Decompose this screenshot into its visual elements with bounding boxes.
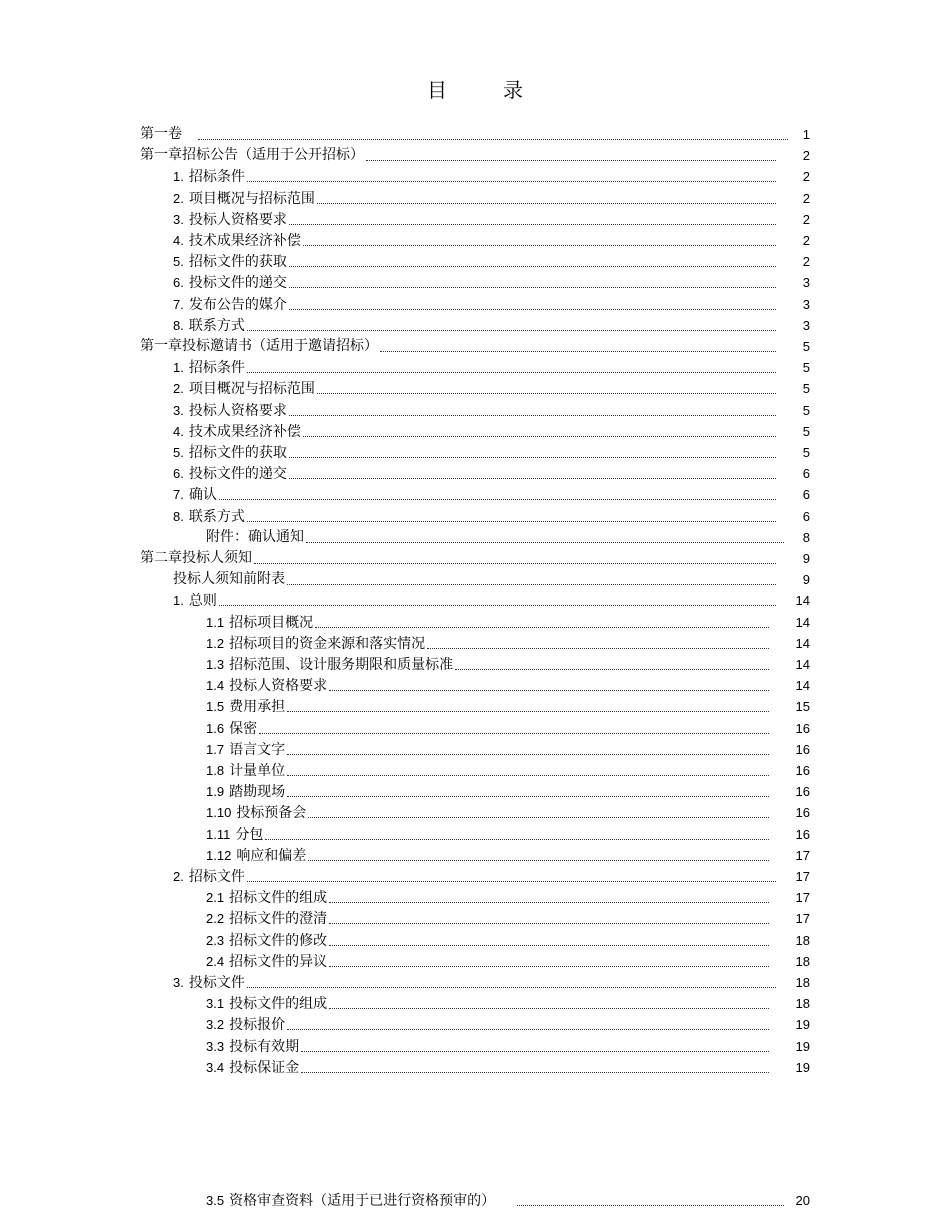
toc-entry[interactable] (173, 442, 810, 463)
toc-entry-title: 第一章招标公告（适用于公开招标） (140, 147, 364, 164)
toc-entry-page: 5 (802, 381, 810, 397)
toc-leader (265, 838, 769, 840)
toc-entry[interactable] (173, 251, 810, 272)
toc-entry[interactable] (140, 336, 810, 357)
toc-leader (287, 774, 769, 776)
toc-entry-page: 17 (795, 890, 810, 906)
toc-entry-title: 资格审查资料（适用于已进行资格预审的） (229, 1193, 496, 1209)
toc-entry[interactable] (206, 930, 810, 951)
toc-entry-number: 3.3 (206, 1038, 225, 1054)
toc-entry[interactable] (206, 781, 810, 802)
toc-entry-number: 1.6 (206, 720, 225, 736)
toc-entry-page: 8 (802, 529, 810, 545)
toc-entry-page: 2 (802, 190, 810, 206)
toc-leader (247, 986, 776, 988)
toc-entry-title: 第二章投标人须知 (140, 550, 252, 566)
toc-entry-number: 8. (173, 317, 184, 333)
toc-entry-page: 5 (802, 423, 810, 439)
toc-entry-page: 2 (802, 254, 810, 270)
toc-entry[interactable] (173, 378, 810, 399)
toc-entry[interactable] (206, 675, 810, 696)
toc-entry[interactable] (173, 188, 810, 209)
toc-entry-title: 附件：确认通知 (206, 528, 304, 545)
toc-entry-number: 2. (173, 190, 184, 206)
toc-entry-number: 3.1 (206, 996, 225, 1012)
toc-leader (301, 1071, 769, 1073)
toc-entry[interactable] (173, 315, 810, 336)
toc-entry-number: 1.7 (206, 741, 225, 757)
toc-entry-title: 招标文件的异议 (229, 953, 328, 970)
toc-entry[interactable] (140, 548, 810, 569)
toc-entry-number: 5. (173, 254, 184, 270)
toc-entry[interactable] (206, 654, 810, 675)
toc-entry-page: 3 (802, 296, 810, 312)
toc-leader (247, 329, 776, 331)
toc-entry-title: 招标文件的澄清 (229, 911, 328, 928)
toc-entry-number: 7. (173, 296, 184, 312)
toc-entry[interactable] (173, 294, 810, 315)
toc-leader (247, 880, 776, 882)
toc-entry-title: 第一章投标邀请书（适用于邀请招标） (140, 338, 378, 354)
toc-entry[interactable] (173, 484, 810, 505)
toc-entry-page: 9 (802, 551, 810, 566)
toc-entry[interactable] (173, 166, 810, 187)
toc-leader (289, 223, 776, 225)
toc-entry-page: 18 (795, 975, 810, 990)
toc-entry-page: 1 (802, 127, 810, 142)
toc-entry[interactable] (173, 463, 810, 484)
toc-entry-title: 招标项目的资金来源和落实情况 (229, 635, 426, 652)
toc-entry-number: 5. (173, 445, 184, 460)
toc-leader (329, 689, 769, 691)
toc-entry-title: 招标文件的组成 (229, 890, 328, 907)
toc-entry-number: 1.2 (206, 635, 225, 651)
toc-entry-number: 2. (173, 869, 184, 884)
toc-leader (455, 668, 769, 670)
toc-entry-footer[interactable] (206, 1190, 810, 1211)
toc-leader (287, 583, 776, 585)
toc-entry[interactable] (206, 887, 810, 908)
toc-leader (517, 1204, 784, 1206)
toc-entry-title: 技术成果经济补偿 (188, 423, 301, 440)
toc-leader (287, 710, 769, 712)
toc-leader (289, 456, 776, 458)
toc-entry-number: 7. (173, 487, 184, 503)
toc-entry-number: 3. (173, 402, 184, 418)
toc-entry-page: 18 (795, 996, 810, 1012)
toc-leader (289, 286, 776, 288)
toc-leader (289, 414, 776, 416)
toc-leader (315, 626, 769, 628)
toc-entry-title: 联系方式 (188, 508, 245, 525)
toc-entry-title: 语言文字 (229, 741, 286, 758)
toc-entry-title: 总则 (188, 593, 217, 610)
toc-entry-title: 保密 (229, 720, 258, 737)
toc-entry-title: 招标范围、设计服务期限和质量标准 (229, 657, 454, 673)
toc-entry-page: 2 (802, 233, 810, 248)
toc-entry[interactable] (206, 612, 810, 633)
toc-entry-title: 发布公告的媒介 (188, 296, 287, 313)
toc-entry-page: 17 (795, 847, 810, 863)
toc-entry-number: 8. (173, 508, 184, 524)
toc-entry-title: 投标预备会 (236, 805, 307, 822)
toc-entry-page: 2 (802, 148, 810, 164)
toc-leader (303, 435, 776, 437)
toc-entry[interactable] (173, 569, 810, 590)
toc-entry-number: 3.4 (206, 1059, 225, 1075)
toc-entry-title: 投标人资格要求 (188, 211, 287, 228)
toc-entry[interactable] (140, 145, 810, 166)
toc-entry[interactable] (206, 908, 810, 929)
toc-entry-page: 6 (802, 466, 810, 482)
toc-entry-number: 1. (173, 360, 184, 376)
toc-entry-number: 4. (173, 233, 184, 248)
toc-entry[interactable] (206, 760, 810, 781)
toc-entry-number: 1.1 (206, 614, 225, 630)
toc-entry-title: 招标项目概况 (229, 614, 314, 631)
toc-entry-number: 4. (173, 423, 184, 439)
toc-entry-title: 技术成果经济补偿 (188, 233, 301, 249)
toc-entry-title: 费用承担 (229, 699, 286, 716)
toc-leader (289, 265, 776, 267)
toc-leader (301, 1050, 769, 1052)
toc-entry-title: 投标有效期 (229, 1038, 300, 1055)
toc-entry-page: 5 (802, 360, 810, 376)
toc-leader (306, 541, 784, 543)
toc-entry-title: 第一卷 (140, 126, 182, 142)
toc-entry-number: 3.2 (206, 1017, 225, 1033)
toc-entry-page: 2 (802, 211, 810, 227)
toc-entry-page: 14 (795, 593, 810, 609)
toc-entry-title: 联系方式 (188, 317, 245, 334)
toc-leader (303, 244, 776, 246)
toc-entry-number: 2.1 (206, 890, 225, 906)
toc-entry-page: 19 (795, 1017, 810, 1033)
toc-entry-title: 计量单位 (229, 763, 286, 779)
toc-entry-title: 招标条件 (188, 360, 245, 377)
toc-entry-title: 投标保证金 (229, 1059, 300, 1076)
toc-leader (247, 180, 776, 182)
toc-entry-number: 2. (173, 381, 184, 397)
toc-entry-page: 5 (802, 402, 810, 418)
toc-entry-title: 投标文件 (188, 975, 245, 991)
toc-entry-page: 19 (795, 1059, 810, 1075)
toc-entry[interactable] (206, 845, 810, 866)
toc-leader (287, 795, 769, 797)
toc-entry-page: 16 (795, 763, 810, 778)
toc-entry[interactable] (206, 951, 810, 972)
toc-entry-page: 2 (802, 169, 810, 185)
toc-entry[interactable] (173, 209, 810, 230)
toc-entry-page: 19 (795, 1038, 810, 1054)
toc-entry[interactable] (173, 272, 810, 293)
toc-entry-page: 16 (795, 784, 810, 800)
toc-entry-page: 15 (795, 699, 810, 715)
toc-entry-title: 投标人资格要求 (229, 678, 328, 695)
toc-leader (329, 901, 769, 903)
toc-entry-page: 3 (802, 275, 810, 291)
toc-entry-page: 5 (802, 339, 810, 354)
toc-entry[interactable] (206, 696, 810, 717)
toc-entry-number: 6. (173, 466, 184, 482)
toc-entry-number: 1.5 (206, 699, 225, 715)
toc-entry-number: 1.10 (206, 805, 232, 821)
toc-leader (247, 520, 776, 522)
toc-leader (254, 562, 776, 564)
toc-leader (366, 159, 776, 161)
toc-entry[interactable] (206, 718, 810, 739)
toc-leader (308, 816, 769, 818)
toc-leader (289, 308, 776, 310)
toc-entry-title: 踏勘现场 (229, 784, 286, 801)
toc-entry-title: 投标文件的组成 (229, 996, 328, 1013)
toc-entry[interactable] (206, 527, 810, 548)
toc-leader (247, 371, 776, 373)
toc-entry-page: 6 (802, 508, 810, 524)
toc-entry-title: 分包 (235, 826, 264, 843)
toc-entry-page: 20 (795, 1193, 810, 1208)
toc-leader (219, 604, 776, 606)
toc-entry-page: 14 (795, 614, 810, 630)
toc-entry-number: 1.12 (206, 847, 232, 863)
toc-entry-number: 6. (173, 275, 184, 291)
toc-entry-number: 1.9 (206, 784, 225, 800)
toc-entry[interactable] (206, 739, 810, 760)
toc-entry-title: 招标文件 (188, 869, 245, 885)
toc-entry-page: 6 (802, 487, 810, 503)
toc-entry-page: 14 (795, 635, 810, 651)
toc-entry-title: 投标文件的递交 (188, 275, 287, 292)
toc-entry-page: 16 (795, 741, 810, 757)
toc-leader (259, 732, 769, 734)
toc-entry-page: 5 (802, 445, 810, 460)
toc-leader (198, 138, 788, 140)
toc-entry-title: 响应和偏差 (236, 847, 307, 864)
toc-entry-number: 1.4 (206, 678, 225, 694)
toc-entry-page: 18 (795, 953, 810, 969)
toc-leader (317, 202, 776, 204)
toc-entry[interactable] (206, 1014, 810, 1035)
toc-entry-number: 1. (173, 593, 184, 609)
toc-entry-number: 1.8 (206, 763, 225, 778)
toc-entry-page: 14 (795, 678, 810, 694)
toc-entry[interactable] (206, 824, 810, 845)
toc-leader (329, 922, 769, 924)
toc-entry-number: 1.3 (206, 657, 225, 672)
toc-entry-page: 14 (795, 657, 810, 672)
toc-leader (287, 753, 769, 755)
toc-leader (427, 647, 769, 649)
toc-entry-number: 3. (173, 975, 184, 990)
toc-entry[interactable] (173, 400, 810, 421)
toc-entry-page: 9 (802, 572, 810, 588)
toc-entry-number: 3.5 (206, 1193, 225, 1208)
toc-entry[interactable] (206, 802, 810, 823)
toc-leader (380, 350, 776, 352)
toc-entry[interactable] (206, 1057, 810, 1078)
toc-leader (219, 498, 776, 500)
toc-entry-number: 1. (173, 169, 184, 185)
toc-entry-number: 2.4 (206, 953, 225, 969)
toc-leader (287, 1028, 769, 1030)
toc-entry-title: 招标文件的获取 (188, 445, 287, 461)
toc-entry[interactable] (140, 124, 810, 145)
toc-entry[interactable] (206, 1036, 810, 1057)
toc-entry-title: 投标人资格要求 (188, 402, 287, 419)
toc-entry-title: 投标人须知前附表 (173, 571, 285, 588)
toc-entry-title: 确认 (188, 487, 217, 504)
toc-entry-page: 16 (795, 805, 810, 821)
toc-entry-page: 17 (795, 911, 810, 927)
toc-entry-title: 项目概况与招标范围 (188, 381, 315, 398)
toc-entry-title: 项目概况与招标范围 (188, 190, 315, 207)
toc-entry[interactable] (206, 993, 810, 1014)
toc-entry[interactable] (173, 506, 810, 527)
toc-entry-page: 18 (795, 932, 810, 948)
toc-entry[interactable] (173, 230, 810, 251)
toc-entry-page: 3 (802, 317, 810, 333)
toc-entry[interactable] (173, 972, 810, 993)
toc-entry[interactable] (173, 357, 810, 378)
toc-entry-number: 1.11 (206, 826, 231, 842)
toc-entry-page: 16 (795, 720, 810, 736)
toc-leader (329, 965, 769, 967)
toc-entry-title: 招标文件的修改 (229, 932, 328, 949)
toc-leader (317, 392, 776, 394)
toc-entry-number: 2.2 (206, 911, 225, 927)
toc-entry[interactable] (206, 633, 810, 654)
toc-leader (289, 477, 776, 479)
page-title: 目 录 (427, 78, 541, 102)
toc-entry[interactable] (173, 866, 810, 887)
toc-entry-title: 招标文件的获取 (188, 254, 287, 271)
toc-leader (308, 859, 769, 861)
toc-entry-number: 3. (173, 211, 184, 227)
toc-entry-number: 2.3 (206, 932, 225, 948)
toc-entry-page: 17 (795, 869, 810, 884)
toc-leader (329, 1007, 769, 1009)
toc-entry-title: 招标条件 (188, 169, 245, 186)
toc-entry-title: 投标报价 (229, 1017, 286, 1034)
toc-entry-title: 投标文件的递交 (188, 466, 287, 483)
toc-entry[interactable] (173, 590, 810, 611)
toc-entry-page: 16 (795, 826, 810, 842)
toc-entry[interactable] (173, 421, 810, 442)
toc-leader (329, 944, 769, 946)
